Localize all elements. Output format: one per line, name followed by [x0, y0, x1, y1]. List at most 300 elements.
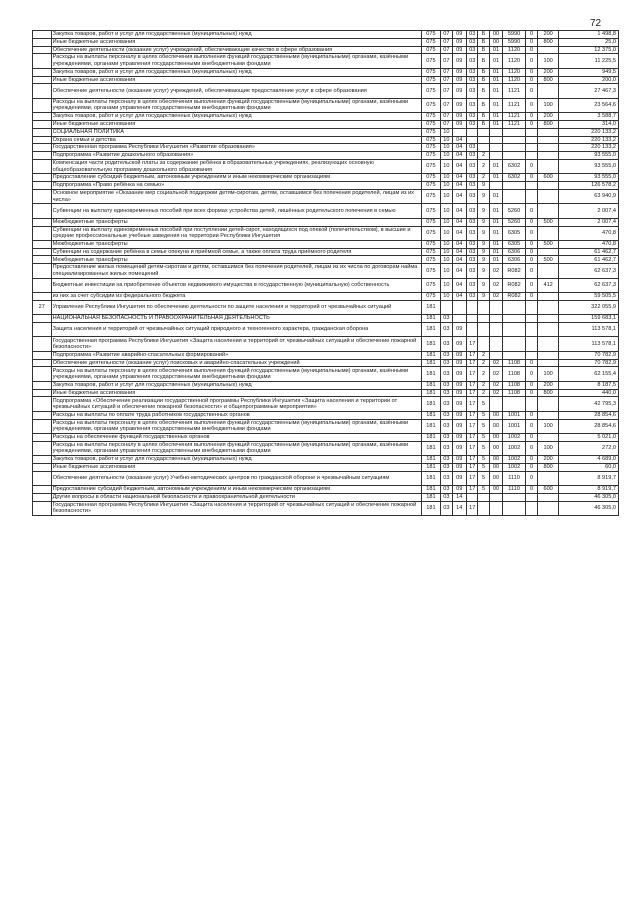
- code-expense-type: 200: [538, 381, 559, 389]
- table-row: [33, 323, 619, 337]
- row-amount: 314,0: [558, 120, 618, 128]
- code-program: 03: [467, 98, 478, 112]
- code-direction: 1120: [503, 54, 526, 68]
- code-subsection: 04: [452, 174, 466, 182]
- row-name: Закупка товаров, работ и услуг для государственных (муниципальных) нужд: [51, 113, 421, 121]
- code-activity: [489, 136, 502, 144]
- row-amount: 61 462,7: [558, 256, 618, 264]
- code-direction: R082: [503, 264, 526, 278]
- row-name: Межбюджетные трансферты: [51, 218, 421, 226]
- code-grbs: 181: [421, 367, 441, 381]
- table-row: [33, 381, 619, 389]
- code-activity: 01: [489, 68, 502, 76]
- row-amount: 8 187,5: [558, 381, 618, 389]
- row-name: Обеспечение деятельности (оказание услуг) поисковых и аварийно-спасательных учреждений: [51, 359, 421, 367]
- code-expense-type: 100: [538, 367, 559, 381]
- code-activity: 00: [489, 456, 502, 464]
- code-grbs: 181: [421, 359, 441, 367]
- code-grbs: 181: [421, 381, 441, 389]
- code-subprogram: 5: [478, 411, 489, 419]
- code-grbs: 075: [421, 293, 441, 301]
- row-name: Межбюджетные трансферты: [51, 240, 421, 248]
- code-section: 03: [441, 471, 452, 485]
- code-subsection: 04: [452, 293, 466, 301]
- code-variant: [525, 501, 537, 515]
- code-program: 03: [467, 54, 478, 68]
- row-amount: 70 782,9: [558, 359, 618, 367]
- code-subsection: [452, 300, 466, 314]
- row-amount: 470,8: [558, 226, 618, 240]
- code-grbs: 075: [421, 278, 441, 292]
- code-direction: [503, 128, 526, 136]
- code-variant: 0: [525, 433, 537, 441]
- code-subsection: 04: [452, 264, 466, 278]
- code-section: 10: [441, 240, 452, 248]
- row-number: [33, 38, 52, 46]
- code-subprogram: Б: [478, 84, 489, 98]
- code-variant: 0: [525, 98, 537, 112]
- code-section: 03: [441, 486, 452, 494]
- code-variant: 0: [525, 256, 537, 264]
- budget-table-body: [33, 31, 619, 516]
- code-section: 03: [441, 315, 452, 323]
- code-expense-type: [538, 204, 559, 218]
- code-variant: 0: [525, 367, 537, 381]
- code-variant: 0: [525, 486, 537, 494]
- code-variant: 0: [525, 359, 537, 367]
- code-variant: 0: [525, 68, 537, 76]
- code-direction: 1001: [503, 419, 526, 433]
- code-grbs: 075: [421, 54, 441, 68]
- row-number: [33, 433, 52, 441]
- code-activity: 01: [489, 189, 502, 203]
- code-grbs: 075: [421, 120, 441, 128]
- table-row: [33, 204, 619, 218]
- code-activity: 01: [489, 174, 502, 182]
- code-activity: 02: [489, 293, 502, 301]
- code-activity: 02: [489, 278, 502, 292]
- code-section: 03: [441, 419, 452, 433]
- code-program: 03: [467, 120, 478, 128]
- code-activity: 02: [489, 389, 502, 397]
- code-section: 07: [441, 54, 452, 68]
- code-expense-type: [538, 159, 559, 173]
- row-name: Управление Республики Ингушетия по обеспечению деятельности по защите населения и территорий от чрезвычайных ситуаций: [51, 300, 421, 314]
- code-activity: 00: [489, 441, 502, 455]
- row-number: [33, 128, 52, 136]
- code-grbs: 075: [421, 68, 441, 76]
- code-subsection: [452, 128, 466, 136]
- code-activity: 01: [489, 159, 502, 173]
- row-amount: 93 555,0: [558, 174, 618, 182]
- code-subprogram: Б: [478, 113, 489, 121]
- code-expense-type: [538, 397, 559, 411]
- code-subsection: 09: [452, 486, 466, 494]
- code-program: 03: [467, 240, 478, 248]
- code-subsection: 04: [452, 278, 466, 292]
- code-direction: 1110: [503, 471, 526, 485]
- code-activity: 01: [489, 248, 502, 256]
- code-variant: 0: [525, 84, 537, 98]
- row-name: из них за счет субсидии из федерального бюджета: [51, 293, 421, 301]
- code-grbs: 075: [421, 38, 441, 46]
- code-variant: 0: [525, 226, 537, 240]
- row-name: Предоставление субсидий бюджетным, автономным учреждениям и иным некоммерческим организациям: [51, 174, 421, 182]
- code-variant: 0: [525, 264, 537, 278]
- code-subsection: 09: [452, 463, 466, 471]
- row-name: Обеспечение деятельности (оказание услуг) учреждений, обеспечивающие предоставление услуг в сфере образования: [51, 84, 421, 98]
- row-number: [33, 441, 52, 455]
- code-grbs: 075: [421, 113, 441, 121]
- code-variant: 0: [525, 159, 537, 173]
- code-program: [467, 128, 478, 136]
- code-direction: [503, 152, 526, 160]
- code-expense-type: [538, 46, 559, 54]
- code-section: 03: [441, 359, 452, 367]
- code-variant: 0: [525, 76, 537, 84]
- code-expense-type: 200: [538, 31, 559, 39]
- code-subprogram: [478, 315, 489, 323]
- row-name: Компенсация части родительской платы за содержание ребёнка в образовательных учреждениях, реализующих основную общеобразовательную программу дошкольного образования: [51, 159, 421, 173]
- row-number: [33, 159, 52, 173]
- code-section: 10: [441, 278, 452, 292]
- code-direction: 5260: [503, 218, 526, 226]
- code-program: 03: [467, 46, 478, 54]
- row-name: Межбюджетные трансферты: [51, 256, 421, 264]
- code-subsection: 09: [452, 120, 466, 128]
- code-grbs: 075: [421, 31, 441, 39]
- code-subsection: 04: [452, 248, 466, 256]
- code-program: [467, 315, 478, 323]
- code-program: 17: [467, 471, 478, 485]
- table-row: [33, 128, 619, 136]
- code-subprogram: 9: [478, 264, 489, 278]
- code-program: 17: [467, 359, 478, 367]
- table-row: [33, 189, 619, 203]
- code-subprogram: 9: [478, 293, 489, 301]
- code-direction: 1002: [503, 456, 526, 464]
- row-name: Расходы на выплаты персоналу в целях обеспечения выполнения функций государственными (муниципальными) органами, казёнными учреждениями, органами управления государственными внебюджетными фондами: [51, 98, 421, 112]
- code-section: 03: [441, 441, 452, 455]
- code-program: 17: [467, 411, 478, 419]
- code-direction: 5260: [503, 204, 526, 218]
- code-grbs: 181: [421, 456, 441, 464]
- code-subsection: 09: [452, 31, 466, 39]
- row-name: Субвенции на выплату единовременных пособий при всех формах устройства детей, лишённых родительского попечения в семью: [51, 204, 421, 218]
- code-expense-type: 412: [538, 278, 559, 292]
- code-subprogram: [478, 337, 489, 351]
- row-name: Закупка товаров, работ и услуг для государственных (муниципальных) нужд: [51, 456, 421, 464]
- row-amount: 25,0: [558, 38, 618, 46]
- code-subsection: 04: [452, 152, 466, 160]
- table-row: [33, 351, 619, 359]
- row-number: [33, 136, 52, 144]
- code-activity: [489, 337, 502, 351]
- row-number: [33, 486, 52, 494]
- code-subprogram: 9: [478, 278, 489, 292]
- row-name: Расходы на выплаты персоналу в целях обеспечения выполнения функций государственными (муниципальными) органами, казёнными учреждениями, органами управления государственными внебюджетными фондами: [51, 419, 421, 433]
- code-program: 03: [467, 159, 478, 173]
- code-variant: [525, 152, 537, 160]
- code-section: 10: [441, 152, 452, 160]
- row-amount: 126 578,2: [558, 182, 618, 190]
- code-direction: [503, 315, 526, 323]
- code-activity: 02: [489, 264, 502, 278]
- code-subsection: 09: [452, 381, 466, 389]
- row-number: [33, 31, 52, 39]
- code-activity: [489, 300, 502, 314]
- code-section: 07: [441, 113, 452, 121]
- table-row: [33, 433, 619, 441]
- code-direction: [503, 351, 526, 359]
- code-subsection: 09: [452, 46, 466, 54]
- row-number: [33, 226, 52, 240]
- code-subprogram: 9: [478, 189, 489, 203]
- code-variant: 0: [525, 248, 537, 256]
- code-variant: 0: [525, 204, 537, 218]
- code-section: 10: [441, 136, 452, 144]
- code-subsection: 09: [452, 68, 466, 76]
- table-row: [33, 120, 619, 128]
- table-row: [33, 419, 619, 433]
- code-variant: [525, 128, 537, 136]
- code-subprogram: [478, 501, 489, 515]
- row-amount: 113 578,1: [558, 337, 618, 351]
- code-variant: 0: [525, 278, 537, 292]
- row-number: [33, 218, 52, 226]
- code-grbs: 181: [421, 441, 441, 455]
- row-name: Иные бюджетные ассигнования: [51, 120, 421, 128]
- code-subsection: 04: [452, 256, 466, 264]
- code-variant: 0: [525, 411, 537, 419]
- code-subsection: 04: [452, 226, 466, 240]
- row-amount: 70 782,9: [558, 351, 618, 359]
- row-name: Расходы на выплаты персоналу в целях обеспечения выполнения функций государственными (муниципальными) органами, казёнными учреждениями, органами управления государственными внебюджетными фондами: [51, 367, 421, 381]
- table-row: [33, 278, 619, 292]
- table-row: [33, 359, 619, 367]
- code-expense-type: [538, 248, 559, 256]
- code-subsection: 14: [452, 501, 466, 515]
- row-number: [33, 315, 52, 323]
- row-number: [33, 120, 52, 128]
- code-subprogram: Б: [478, 46, 489, 54]
- code-subsection: 04: [452, 218, 466, 226]
- code-expense-type: 200: [538, 113, 559, 121]
- code-subprogram: 2: [478, 159, 489, 173]
- code-program: 03: [467, 31, 478, 39]
- code-direction: 1120: [503, 46, 526, 54]
- row-number: [33, 389, 52, 397]
- code-expense-type: 500: [538, 240, 559, 248]
- code-program: 03: [467, 226, 478, 240]
- row-number: [33, 144, 52, 152]
- code-program: 17: [467, 501, 478, 515]
- row-amount: 949,5: [558, 68, 618, 76]
- code-grbs: 181: [421, 300, 441, 314]
- row-number: [33, 68, 52, 76]
- code-program: 03: [467, 84, 478, 98]
- code-expense-type: 500: [538, 218, 559, 226]
- code-expense-type: 200: [538, 456, 559, 464]
- table-row: [33, 337, 619, 351]
- row-name: Расходы на обеспечение функций государственных органов: [51, 433, 421, 441]
- code-variant: [525, 136, 537, 144]
- code-program: 03: [467, 189, 478, 203]
- row-amount: 8 919,7: [558, 471, 618, 485]
- code-activity: 00: [489, 38, 502, 46]
- code-subsection: 09: [452, 323, 466, 337]
- row-name: Другие вопросы в области национальной безопасности и правоохранительной деятельности: [51, 493, 421, 501]
- code-section: [441, 300, 452, 314]
- code-grbs: 075: [421, 98, 441, 112]
- table-row: [33, 46, 619, 54]
- table-row: [33, 68, 619, 76]
- code-section: 07: [441, 31, 452, 39]
- row-name: Расходы на выплаты по оплате труда работников государственных органов: [51, 411, 421, 419]
- table-row: [33, 456, 619, 464]
- row-name: Подпрограмма «Развитие дошкольного образования»: [51, 152, 421, 160]
- code-program: 17: [467, 433, 478, 441]
- code-section: 03: [441, 493, 452, 501]
- code-section: 03: [441, 501, 452, 515]
- row-name: Расходы на выплаты персоналу в целях обеспечения выполнения функций государственными (муниципальными) органами, казёнными учреждениями, органами управления государственными внебюджетными фондами: [51, 54, 421, 68]
- code-grbs: 075: [421, 84, 441, 98]
- row-name: Государственная программа Республики Ингушетия «Защита населения и территорий от чрезвычайных ситуаций и обеспечение пожарной безопасности»: [51, 501, 421, 515]
- row-number: [33, 256, 52, 264]
- code-activity: 00: [489, 411, 502, 419]
- table-row: [33, 54, 619, 68]
- code-variant: [525, 323, 537, 337]
- code-direction: [503, 397, 526, 411]
- row-number: [33, 501, 52, 515]
- code-section: 10: [441, 204, 452, 218]
- code-subprogram: Б: [478, 120, 489, 128]
- code-section: 03: [441, 389, 452, 397]
- code-variant: [525, 315, 537, 323]
- row-amount: 220 133,2: [558, 136, 618, 144]
- table-row: [33, 315, 619, 323]
- code-direction: R082: [503, 293, 526, 301]
- code-direction: 1121: [503, 98, 526, 112]
- code-expense-type: [538, 323, 559, 337]
- code-expense-type: [538, 501, 559, 515]
- row-number: [33, 359, 52, 367]
- code-grbs: 181: [421, 323, 441, 337]
- code-grbs: 075: [421, 76, 441, 84]
- row-name: Субвенции на выплату единовременных пособий при поступлении детей-сирот, находящихся под опекой (попечительством), в высшие и средние профессиональные учебные заведения на территории Республики Ингушетия: [51, 226, 421, 240]
- row-amount: 11 225,5: [558, 54, 618, 68]
- code-variant: 0: [525, 113, 537, 121]
- row-amount: 28 854,6: [558, 411, 618, 419]
- row-amount: 200,0: [558, 76, 618, 84]
- row-number: [33, 54, 52, 68]
- code-activity: 00: [489, 486, 502, 494]
- code-activity: 02: [489, 381, 502, 389]
- row-number: [33, 471, 52, 485]
- code-variant: [525, 397, 537, 411]
- code-direction: 5990: [503, 38, 526, 46]
- code-program: 03: [467, 152, 478, 160]
- code-direction: 1002: [503, 441, 526, 455]
- row-number: [33, 182, 52, 190]
- row-name: Закупка товаров, работ и услуг для государственных (муниципальных) нужд: [51, 68, 421, 76]
- code-subprogram: 5: [478, 463, 489, 471]
- code-expense-type: [538, 471, 559, 485]
- code-expense-type: 100: [538, 98, 559, 112]
- row-name: Бюджетные инвестиции на приобретение объектов недвижимого имущества в государственную (муниципальную) собственность: [51, 278, 421, 292]
- code-program: 17: [467, 456, 478, 464]
- code-expense-type: 800: [538, 38, 559, 46]
- code-direction: [503, 182, 526, 190]
- code-direction: [503, 501, 526, 515]
- code-variant: 0: [525, 441, 537, 455]
- row-name: Иные бюджетные ассигнования: [51, 389, 421, 397]
- code-grbs: 075: [421, 218, 441, 226]
- code-program: 17: [467, 367, 478, 381]
- code-grbs: 181: [421, 493, 441, 501]
- page-number: 72: [590, 18, 602, 29]
- code-subsection: 09: [452, 397, 466, 411]
- code-subprogram: 9: [478, 218, 489, 226]
- code-variant: 0: [525, 120, 537, 128]
- code-section: 03: [441, 433, 452, 441]
- row-number: [33, 264, 52, 278]
- code-section: 07: [441, 84, 452, 98]
- row-amount: 27 467,3: [558, 84, 618, 98]
- code-grbs: 075: [421, 256, 441, 264]
- row-amount: 440,0: [558, 389, 618, 397]
- code-variant: 0: [525, 240, 537, 248]
- code-subprogram: [478, 136, 489, 144]
- code-direction: 1002: [503, 433, 526, 441]
- code-grbs: 075: [421, 226, 441, 240]
- code-direction: [503, 144, 526, 152]
- row-number: [33, 351, 52, 359]
- code-activity: 01: [489, 218, 502, 226]
- code-activity: [489, 315, 502, 323]
- table-row: [33, 493, 619, 501]
- code-variant: 0: [525, 38, 537, 46]
- code-expense-type: 200: [538, 68, 559, 76]
- code-grbs: 075: [421, 159, 441, 173]
- code-direction: 5990: [503, 31, 526, 39]
- code-direction: 6302: [503, 174, 526, 182]
- code-subsection: 04: [452, 144, 466, 152]
- code-activity: [489, 501, 502, 515]
- row-number: [33, 98, 52, 112]
- code-subsection: 09: [452, 359, 466, 367]
- row-amount: 2 007,4: [558, 218, 618, 226]
- table-row: [33, 411, 619, 419]
- code-grbs: 181: [421, 486, 441, 494]
- row-number: [33, 323, 52, 337]
- code-variant: [525, 182, 537, 190]
- code-direction: 1108: [503, 389, 526, 397]
- row-amount: 3 588,7: [558, 113, 618, 121]
- code-section: 10: [441, 174, 452, 182]
- code-section: 07: [441, 46, 452, 54]
- code-subprogram: Б: [478, 38, 489, 46]
- code-variant: 0: [525, 419, 537, 433]
- table-row: [33, 256, 619, 264]
- row-name: Государственная программа Республики Ингушетия «Развитие образования»: [51, 144, 421, 152]
- code-variant: 0: [525, 381, 537, 389]
- row-amount: 220 133,2: [558, 144, 618, 152]
- code-section: 03: [441, 456, 452, 464]
- code-subsection: 09: [452, 38, 466, 46]
- code-direction: 1121: [503, 113, 526, 121]
- table-row: [33, 463, 619, 471]
